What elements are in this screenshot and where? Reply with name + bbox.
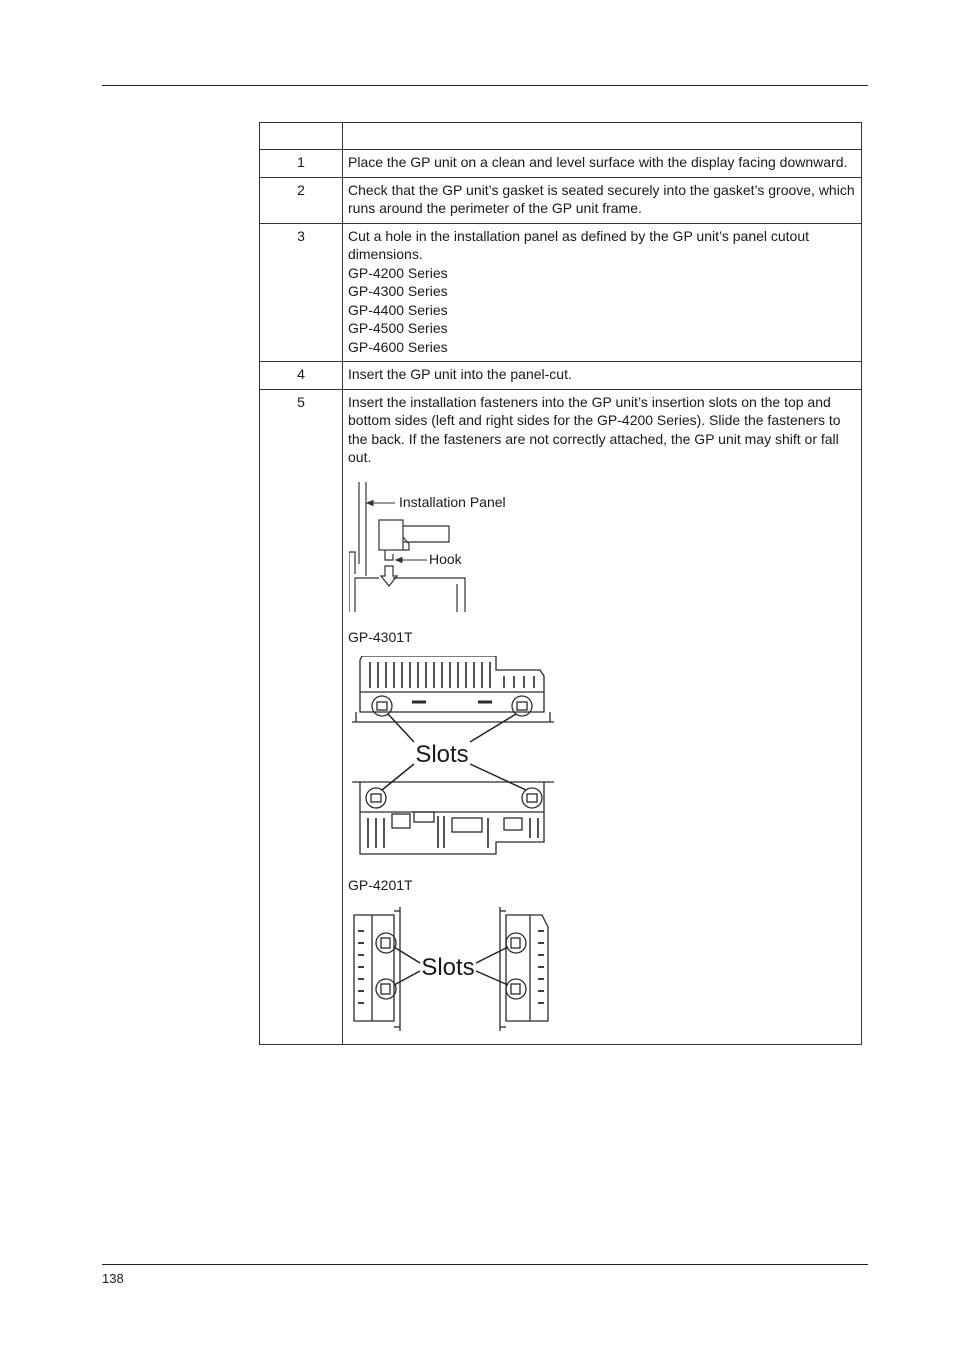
header-step [260, 123, 343, 150]
gp4301t-slots-illustration [348, 656, 568, 866]
step-description: Cut a hole in the installation panel as defined by the GP unit’s panel cutout dimensions. [348, 227, 810, 262]
installation-panel-label: Installation Panel [399, 493, 506, 510]
series-item: GP-4600 Series [348, 338, 448, 355]
gp4301t-diagram [348, 656, 855, 866]
gp4201t-slots-illustration [348, 907, 568, 1035]
table-row [260, 389, 862, 1044]
slots-label: Slots [421, 953, 475, 981]
header-rule [102, 85, 868, 86]
step-description: Insert the installation fasteners into the GP unit’s insertion slots on the top and bottom sides (left and right sides for the GP-4200 Series). Slide the fasteners to the back. If the fasteners are not correctly attached, the GP unit may shift or fall out. [348, 393, 841, 465]
slots-label: Slots [415, 741, 469, 768]
gp4201t-caption: GP-4201T [348, 877, 413, 893]
step-number: 5 [260, 389, 343, 1044]
step-description: Check that the GP unit’s gasket is seated securely into the gasket’s groove, which runs around the perimeter of the GP unit frame. [343, 177, 862, 223]
step-description-cutout [343, 223, 862, 362]
header-action [343, 123, 862, 150]
step-description: Insert the GP unit into the panel-cut. [343, 362, 862, 390]
step-description-fasteners [343, 389, 862, 1044]
page-number: 138 [102, 1271, 124, 1286]
table-row [260, 150, 862, 178]
step-number: 2 [260, 177, 343, 223]
table-row [260, 362, 862, 390]
table-header-row [260, 123, 862, 150]
hook-label: Hook [429, 550, 462, 567]
footer-rule [102, 1264, 868, 1265]
step-number: 3 [260, 223, 343, 362]
step-number: 1 [260, 150, 343, 178]
series-item: GP-4300 Series [348, 283, 448, 299]
series-item: GP-4500 Series [348, 320, 448, 336]
procedure-table [259, 122, 862, 1045]
fastener-diagram [349, 482, 855, 618]
step-description: Place the GP unit on a clean and level surface with the display facing downward. [343, 150, 862, 178]
gp4301t-caption: GP-4301T [348, 628, 413, 645]
fastener-hook-illustration [349, 482, 529, 618]
table-row [260, 177, 862, 223]
series-item: GP-4200 Series [348, 264, 448, 281]
step-number: 4 [260, 362, 343, 390]
series-item: GP-4400 Series [348, 301, 448, 318]
table-row [260, 223, 862, 362]
gp4201t-diagram [348, 907, 855, 1035]
